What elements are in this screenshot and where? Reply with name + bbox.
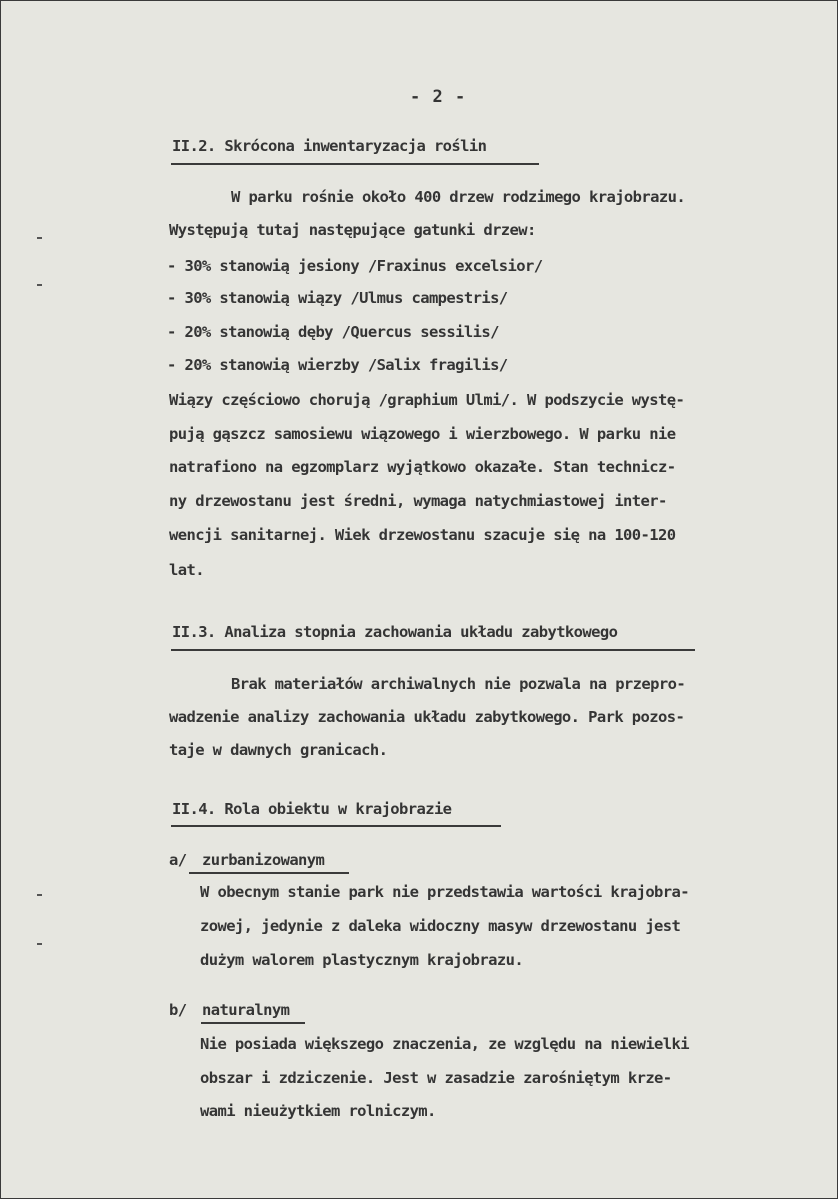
text-line: Nie posiada większego znaczenia, ze względu na niewielki [200, 1035, 689, 1053]
subsection-label-a: a/ [169, 851, 187, 869]
text-line: ny drzewostanu jest średni, wymaga natychmiastowej inter- [169, 492, 667, 510]
margin-mark [37, 943, 42, 945]
text-line: pują gąszcz samosiewu wiązowego i wierzbowego. W parku nie [169, 425, 676, 443]
list-item: - 20% stanowią dęby /Quercus sessilis/ [167, 323, 499, 341]
text-line: Wiązy częściowo chorują /graphium Ulmi/. W podszycie wystę- [169, 391, 685, 409]
text-line: Występują tutaj następujące gatunki drzew: [169, 221, 536, 239]
page-number: - 2 - [410, 87, 467, 107]
text-line: wami nieużytkiem rolniczym. [200, 1102, 436, 1120]
list-item: - 30% stanowią jesiony /Fraxinus excelsior/ [167, 257, 543, 275]
margin-mark [37, 284, 42, 286]
text-line: wadzenie analizy zachowania układu zabytkowego. Park pozos- [169, 708, 685, 726]
heading-underline [171, 825, 501, 827]
text-line: obszar i zdziczenie. Jest w zasadzie zarośniętym krze- [200, 1069, 672, 1087]
text-line: W obecnym stanie park nie przedstawia wartości krajobra- [200, 883, 689, 901]
margin-mark [37, 237, 42, 239]
subsection-label-b: b/ [169, 1001, 187, 1019]
text-line: lat. [169, 561, 204, 579]
text-line: taje w dawnych granicach. [169, 741, 388, 759]
section-heading-2: II.2. Skrócona inwentaryzacja roślin [172, 137, 487, 155]
text-line: W parku rośnie około 400 drzew rodzimego krajobrazu. [231, 188, 686, 206]
margin-mark [37, 894, 42, 896]
list-item: - 20% stanowią wierzby /Salix fragilis/ [167, 356, 508, 374]
list-item: - 30% stanowią wiązy /Ulmus campestris/ [167, 289, 508, 307]
subsection-title-b: naturalnym [202, 1001, 290, 1019]
text-line: natrafiono na egzomplarz wyjątkowo okazałe. Stan technicz- [169, 458, 676, 476]
subsection-underline [201, 1022, 305, 1024]
text-line: dużym walorem plastycznym krajobrazu. [200, 951, 524, 969]
text-line: zowej, jedynie z daleka widoczny masyw drzewostanu jest [200, 917, 681, 935]
section-heading-3: II.3. Analiza stopnia zachowania układu zabytkowego [172, 623, 618, 641]
text-line: Brak materiałów archiwalnych nie pozwala na przepro- [231, 675, 686, 693]
heading-underline [171, 649, 695, 651]
heading-underline [171, 163, 539, 165]
subsection-underline [189, 872, 349, 874]
section-heading-4: II.4. Rola obiektu w krajobrazie [172, 800, 452, 818]
text-line: wencji sanitarnej. Wiek drzewostanu szacuje się na 100-120 [169, 526, 676, 544]
subsection-title-a: zurbanizowanym [202, 851, 325, 869]
